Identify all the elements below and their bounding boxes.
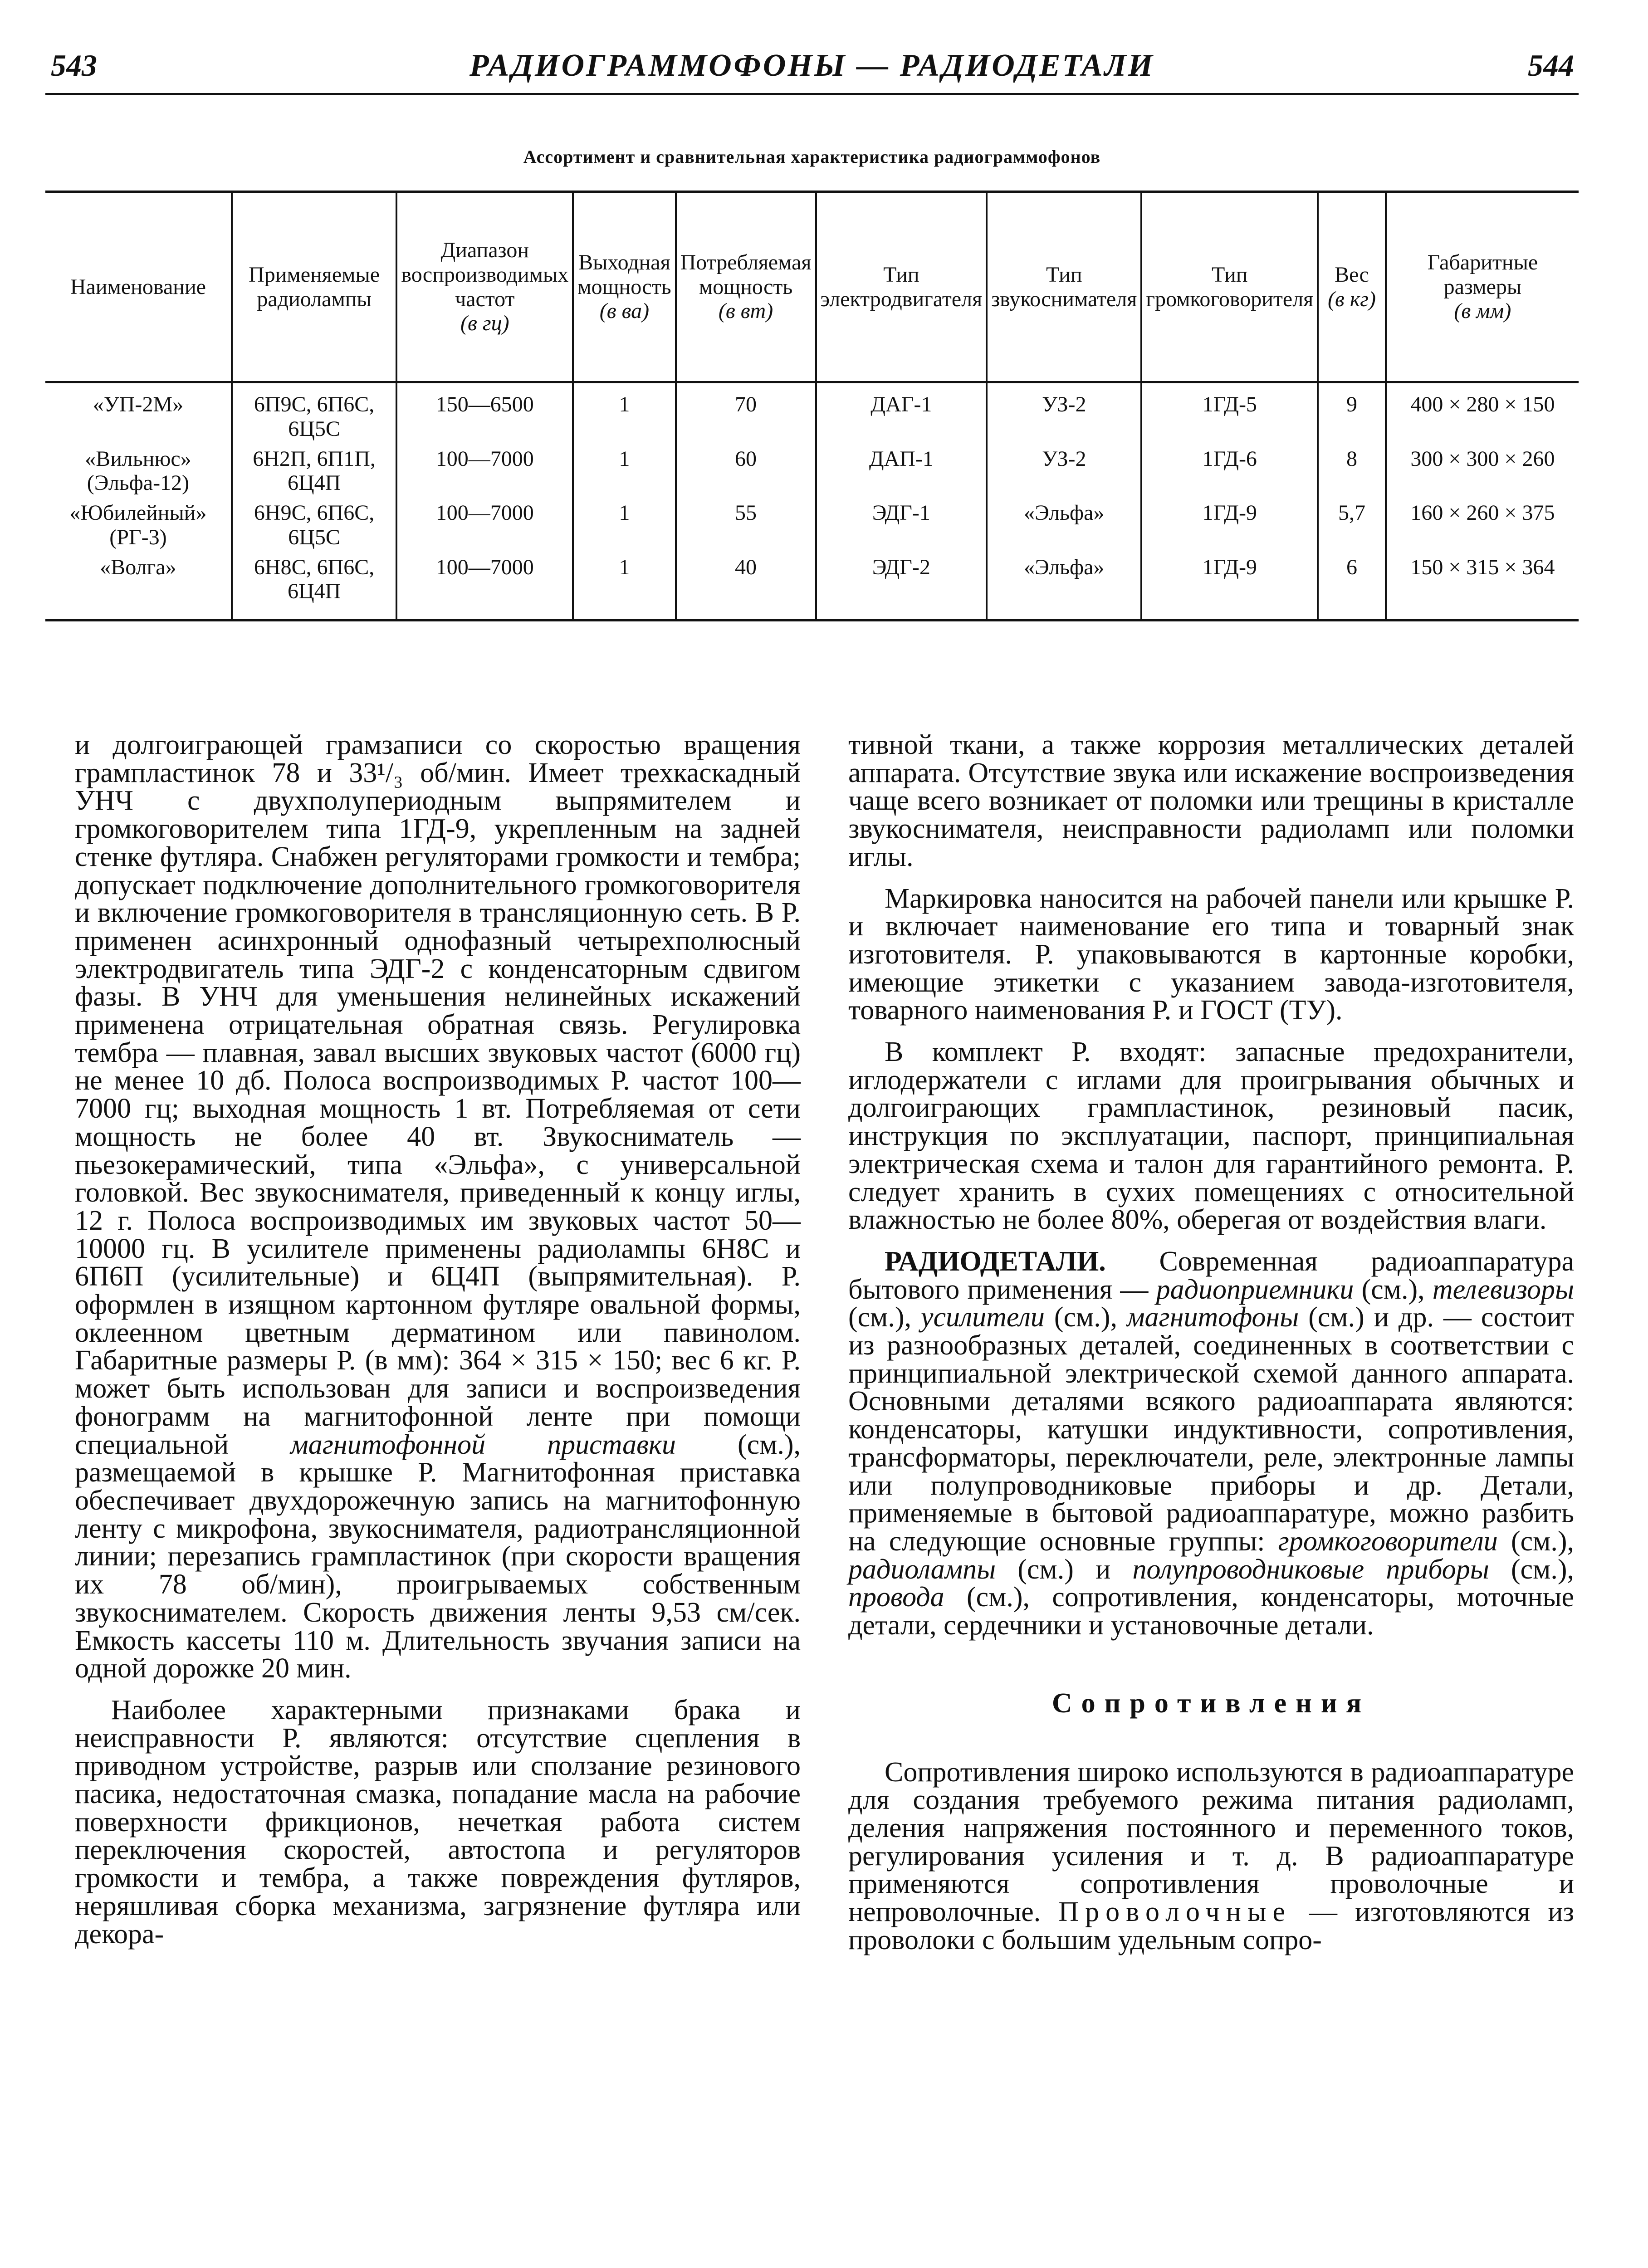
table-cell: 6П9С, 6П6С, 6Ц5С	[232, 382, 397, 444]
table-cell: «Юбилейный» (РГ-3)	[69, 501, 207, 549]
table-cell: 400 × 280 × 150	[1386, 382, 1579, 444]
table-cell: «Эльфа»	[987, 552, 1141, 621]
table-cell: 9	[1318, 382, 1386, 444]
table-cell: 5,7	[1318, 498, 1386, 552]
table-cell: 1ГД-5	[1141, 382, 1318, 444]
running-title: РАДИОГРАММОФОНЫ — РАДИОДЕТАЛИ	[469, 48, 1155, 83]
table-cell: 1	[573, 444, 675, 499]
col-header: Диапазон воспроизводимых частот (в гц)	[396, 192, 573, 382]
table-cell: 70	[676, 382, 816, 444]
page-number-left: 543	[51, 48, 97, 83]
table-row	[45, 382, 1579, 444]
table-row	[45, 444, 1579, 499]
paragraph: и долгоиграющей грамзаписи со скоростью вращения грампластинок 78 и 33¹/₃ об/мин. Имеет трехкаскадный УНЧ с двухполупериодным выпрямителем и громкоговорителем типа 1ГД-9, укрепленным на задней стенке футляра. Снабжен регуляторами громкости и тембра; допускает подключение дополнительного громкоговорителя и включение громкоговорителя в трансляционную сеть. В Р. применен асинхронный однофазный четырехполюсный электродвигатель типа ЭДГ-2 с конденсаторным сдвигом фазы. В УНЧ для уменьшения нелинейных искажений применена отрицательная обратная связь. Регулировка тембра — плавная, завал высших звуковых частот (6000 гц) не менее 10 дб. Полоса воспроизводимых Р. частот 100—7000 гц; выходная мощность 1 вт. Потребляемая от сети мощность не более 40 вт. Звукосниматель — пьезокерамический, типа «Эльфа», с универсальной головкой. Вес звукоснимателя, приведенный к концу иглы, 12 г. Полоса воспроизводимых им звуковых частот 50—10000 гц. В усилителе применены радиолампы 6Н8С и 6П6П (усилительные) и 6Ц4П (выпрямительная). Р. оформлен в изящном картонном футляре овальной формы, оклеенном цветным дерматином или павинолом. Габаритные размеры Р. (в мм): 364 × 315 × 150; вес 6 кг. Р. может быть использован для записи и воспроизведения фонограмм на магнитофонной ленте при помощи специальной магнитофонной приставки (см.), размещаемой в крышке Р. Магнитофонная приставка обеспечивает двухдорожечную запись на магнитофонную ленту с микрофона, звукоснимателя, радиотрансляционной линии; перезапись грампластинок (при скорости вращения их 78 об/мин), проигрываемых собственным звукоснимателем. Скорость движения ленты 9,53 см/сек. Емкость кассеты 110 м. Длительность звучания записи на одной дорожке 20 мин.	[75, 729, 801, 1684]
col-header: Потребляемая мощность (в вт)	[676, 192, 816, 382]
table-cell: 60	[676, 444, 816, 499]
table-cell: 1ГД-9	[1141, 552, 1318, 621]
table-cell: 40	[676, 552, 816, 621]
table-cell: 150 × 315 × 364	[1386, 552, 1579, 621]
table-cell: УЗ-2	[987, 382, 1141, 444]
paragraph: В комплект Р. входят: запасные предохранители, иглодержатели с иглами для проигрывания обычных и долгоиграющих грампластинок, резиновый пасик, инструкция по эксплуатации, паспорт, принципиальная электрическая схема и талон для гарантийного ремонта. Р. следует хранить в сухих помещениях с относительной влажностью не более 80%, оберегая от воздействия влаги.	[848, 1036, 1574, 1236]
paragraph: Наиболее характерными признаками брака и неисправности Р. являются: отсутствие сцепления в приводном устройстве, разрыв или сползание резинового пасика, недостаточная смазка, попадание масла на рабочие поверхности фрикционов, нечеткая работа систем переключения скоростей, автостопа и регуляторов громкости и тембра, а также повреждения футляров, неряшливая сборка механизма, загрязнение футляра или декора-	[75, 1694, 801, 1950]
table-cell: «Вильнюс» (Эльфа-12)	[85, 446, 191, 495]
table-cell: 300 × 300 × 260	[1386, 444, 1579, 499]
col-header: Выходная мощность (в ва)	[573, 192, 675, 382]
table-cell: 100—7000	[396, 444, 573, 499]
table-cell: 1ГД-9	[1141, 498, 1318, 552]
table-cell: 55	[676, 498, 816, 552]
table-cell: ДАГ-1	[816, 382, 987, 444]
col-header: Вес (в кг)	[1318, 192, 1386, 382]
table-cell: ЭДГ-2	[816, 552, 987, 621]
section-heading: Сопротивления	[1051, 1687, 1371, 1719]
table-cell: «УП-2М»	[93, 392, 184, 416]
table-row	[45, 552, 1579, 621]
paragraph: Сопротивления широко используются в радиоаппаратуре для создания требуемого режима питания радиоламп, деления напряжения постоянного и переменного токов, регулирования усиления и т. д. В радиоаппаратуре применяются сопротивления проволочные и непроволочные. Проволочные — изготовляются из проволоки с большим удельным сопро-	[848, 1756, 1575, 1955]
table-cell: 160 × 260 × 375	[1386, 498, 1579, 552]
col-header: Габаритные размеры (в мм)	[1386, 192, 1579, 382]
table-cell: 6Н2П, 6П1П, 6Ц4П	[232, 444, 397, 499]
table-cell: 1	[573, 552, 675, 621]
table-title: Ассортимент и сравнительная характеристика радиограммофонов	[523, 147, 1101, 167]
table-row	[45, 498, 1579, 552]
col-header: Наименование	[70, 274, 206, 299]
table-cell: 1ГД-6	[1141, 444, 1318, 499]
page-header	[45, 48, 1579, 102]
page-number-right: 544	[1528, 48, 1574, 83]
table-cell: ЭДГ-1	[816, 498, 987, 552]
table-cell: «Эльфа»	[987, 498, 1141, 552]
text-column-right	[848, 731, 1574, 1954]
header-rule	[45, 93, 1579, 95]
paragraph: тивной ткани, а также коррозия металлических деталей аппарата. Отсутствие звука или искажение воспроизведения чаще всего возникает от поломки или трещины в кристалле звукоснимателя, неисправности радиоламп или поломки иглы.	[848, 729, 1574, 872]
entry-heading: РАДИОДЕТАЛИ.	[885, 1246, 1106, 1277]
table-header-row	[45, 192, 1579, 382]
table-cell: 6	[1318, 552, 1386, 621]
paragraph: РАДИОДЕТАЛИ. Современная радиоаппаратура бытового применения — радиоприемники (см.), телевизоры (см.), усилители (см.), магнитофоны (см.) и др. — состоит из разнообразных деталей, соединенных в соответствии с принципиальной электрической схемой данного аппарата. Основными деталями всякого радиоаппарата являются: конденсаторы, катушки индуктивности, сопротивления, трансформаторы, переключатели, реле, электронные лампы или полупроводниковые приборы и др. Детали, применяемые в бытовой радиоаппаратуре, можно разбить на следующие основные группы: громкоговорители (см.), радиолампы (см.) и полупроводниковые приборы (см.), провода (см.), сопротивления, конденсаторы, моточные детали, сердечники и установочные детали.	[848, 1246, 1575, 1641]
text-column-left	[75, 731, 801, 1948]
table-cell: 150—6500	[396, 382, 573, 444]
table-cell: 1	[573, 382, 675, 444]
table-cell: 100—7000	[396, 552, 573, 621]
table-cell: 8	[1318, 444, 1386, 499]
table-cell: УЗ-2	[987, 444, 1141, 499]
table-cell: «Волга»	[100, 555, 176, 579]
table-cell: 1	[573, 498, 675, 552]
paragraph: Маркировка наносится на рабочей панели или крышке Р. и включает наименование его типа и товарный знак изготовителя. Р. упаковываются в картонные коробки, имеющие этикетки с указанием завода-изготовителя, товарного наименования Р. и ГОСТ (ТУ).	[848, 883, 1574, 1026]
col-header: Тип электродвигателя	[816, 192, 987, 382]
radiogramophone-table	[45, 191, 1579, 621]
col-header: Тип громкоговорителя	[1141, 192, 1318, 382]
table-cell: 6Н9С, 6П6С, 6Ц5С	[232, 498, 397, 552]
col-header: Тип звукоснимателя	[987, 192, 1141, 382]
table-cell: 6Н8С, 6П6С, 6Ц4П	[232, 552, 397, 621]
col-header: Применяемые радиолампы	[232, 192, 397, 382]
table-cell: ДАП-1	[816, 444, 987, 499]
table-cell: 100—7000	[396, 498, 573, 552]
